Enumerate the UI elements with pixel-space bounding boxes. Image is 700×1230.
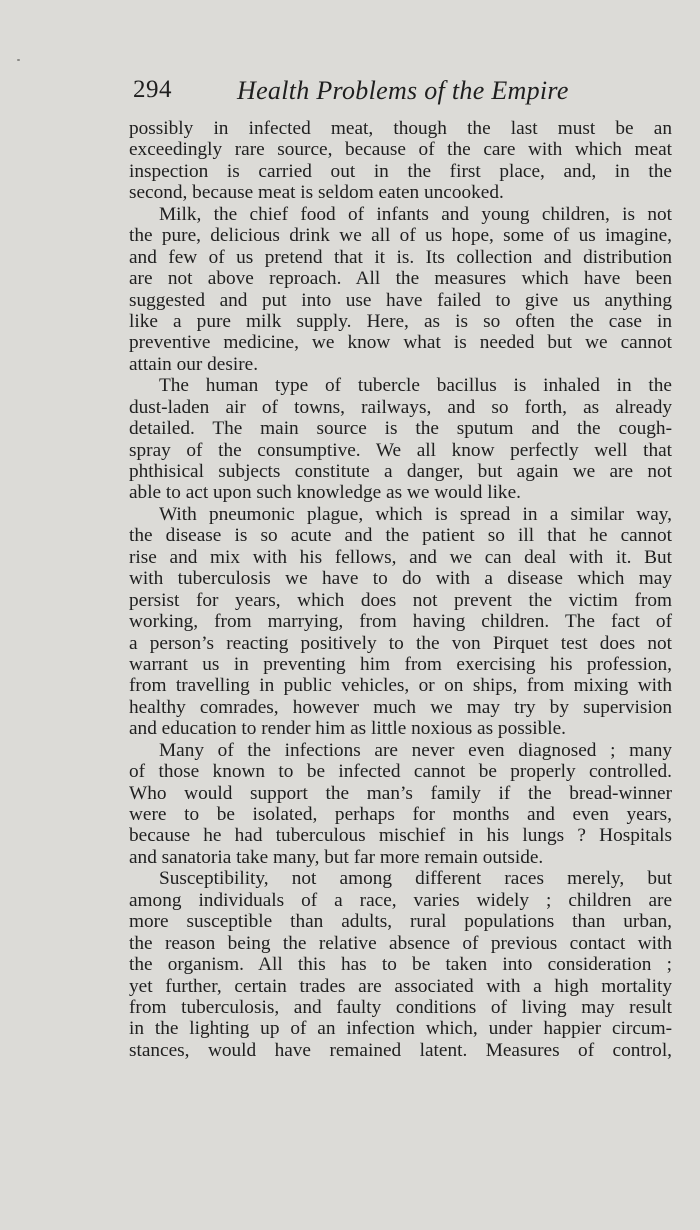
- text-line: detailed. The main source is the sputum and the cough-: [129, 418, 672, 440]
- text-line: from tuberculosis, and faulty conditions of living may result: [129, 996, 672, 1018]
- text-line: warrant us in preventing him from exercising his profession,: [129, 653, 672, 675]
- text-line: possibly in infected meat, though the last must be an: [129, 118, 672, 139]
- text-line: the reason being the relative absence of previous contact with: [129, 932, 672, 954]
- text-line: working, from marrying, from having children. The fact of: [129, 611, 672, 633]
- text-line: Who would support the man’s family if the bread-winner: [129, 782, 672, 804]
- text-line: inspection is carried out in the first place, and, in the: [129, 160, 672, 182]
- page-header: [133, 76, 673, 110]
- page-number: 294: [133, 76, 172, 103]
- text-line: Many of the infections are never even diagnosed ; many: [159, 739, 672, 761]
- text-line: and sanatoria take many, but far more remain outside.: [129, 846, 544, 868]
- text-line: like a pure milk supply. Here, as is so often the case in: [129, 310, 672, 332]
- text-line: exceedingly rare source, because of the care with which meat: [129, 139, 672, 161]
- body-text: [129, 118, 672, 1061]
- text-line: The human type of tubercle bacillus is inhaled in the: [159, 375, 672, 397]
- text-line: suggested and put into use have failed to give us anything: [129, 289, 672, 311]
- text-line: of those known to be infected cannot be properly controlled.: [129, 761, 672, 783]
- text-line: dust-laden air of towns, railways, and so forth, as already: [129, 396, 672, 418]
- text-line: the organism. All this has to be taken into consideration ;: [129, 954, 672, 976]
- text-line: able to act upon such knowledge as we would like.: [129, 482, 521, 504]
- text-line: With pneumonic plague, which is spread in a similar way,: [159, 503, 672, 525]
- text-line: more susceptible than adults, rural populations than urban,: [129, 911, 672, 933]
- text-line: were to be isolated, perhaps for months and even years,: [129, 804, 672, 825]
- text-line: stances, would have remained latent. Measures of control,: [129, 1039, 672, 1061]
- running-title: Health Problems of the Empire: [237, 76, 569, 105]
- text-line: Susceptibility, not among different races merely, but: [159, 868, 672, 890]
- text-line: the disease is so acute and the patient so ill that he cannot: [129, 525, 672, 547]
- text-line: from travelling in public vehicles, or on ships, from mixing with: [129, 675, 672, 697]
- text-line: among individuals of a race, varies widely ; children are: [129, 889, 672, 911]
- text-line: rise and mix with his fellows, and we can deal with it. But: [129, 546, 672, 568]
- text-line: preventive medicine, we know what is needed but we cannot: [129, 332, 672, 354]
- text-line: and few of us pretend that it is. Its collection and distribution: [129, 246, 672, 268]
- text-line: spray of the consumptive. We all know perfectly well that: [129, 439, 672, 461]
- text-line: persist for years, which does not prevent the victim from: [129, 589, 672, 611]
- text-line: a person’s reacting positively to the von Pirquet test does not: [129, 632, 672, 654]
- text-line: the pure, delicious drink we all of us hope, some of us imagine,: [129, 225, 672, 247]
- text-line: in the lighting up of an infection which, under happier circum-: [129, 1018, 672, 1040]
- text-line: healthy comrades, however much we may try by supervision: [129, 696, 672, 718]
- text-line: because he had tuberculous mischief in his lungs ? Hospitals: [129, 825, 672, 847]
- text-line: and education to render him as little noxious as possible.: [129, 718, 566, 740]
- text-line: yet further, certain trades are associated with a high mortality: [129, 975, 672, 997]
- text-line: with tuberculosis we have to do with a disease which may: [129, 568, 672, 590]
- text-line: are not above reproach. All the measures which have been: [129, 268, 672, 290]
- paper-speck: [17, 59, 20, 61]
- text-line: Milk, the chief food of infants and young children, is not: [159, 203, 672, 225]
- text-line: phthisical subjects constitute a danger, but again we are not: [129, 461, 672, 482]
- text-line: second, because meat is seldom eaten uncooked.: [129, 182, 504, 204]
- text-line: attain our desire.: [129, 353, 259, 375]
